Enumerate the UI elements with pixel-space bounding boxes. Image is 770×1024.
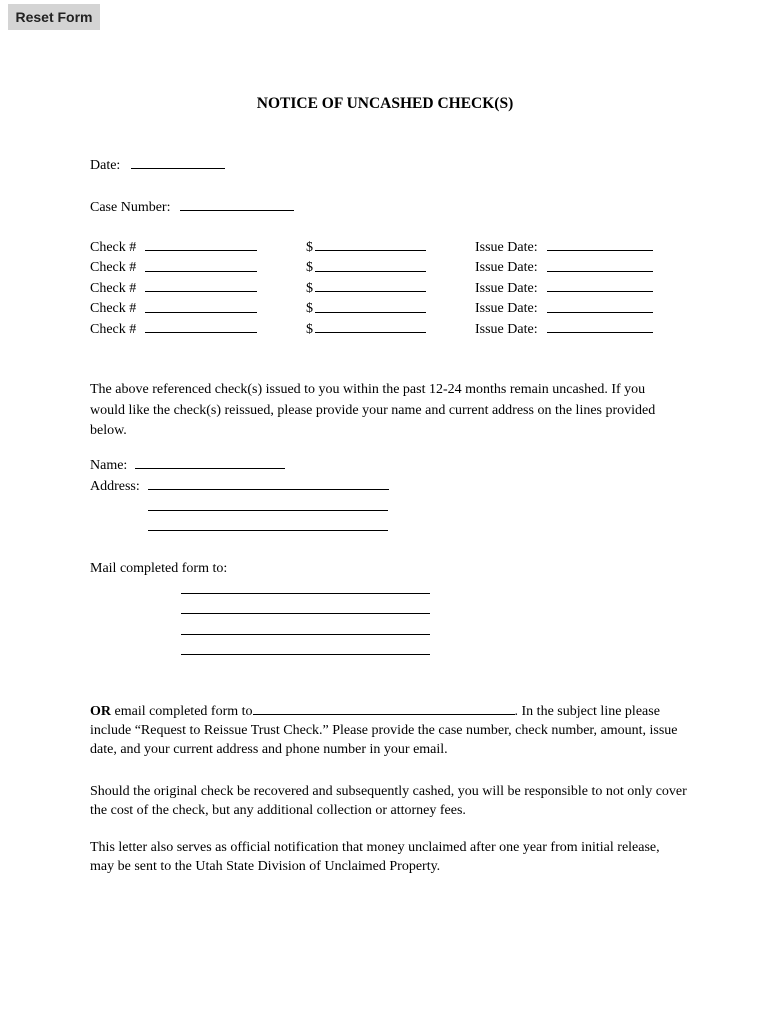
mail-address-line-4 <box>181 654 430 655</box>
amount-label: $ <box>306 281 313 296</box>
check-number-label: Check # <box>90 281 137 296</box>
amount-label: $ <box>306 260 313 275</box>
email-address-field <box>253 701 515 715</box>
issue-date-field[interactable] <box>547 250 653 251</box>
mail-label: Mail completed form to: <box>90 561 228 576</box>
check-number-field[interactable] <box>145 291 257 292</box>
email-text-before: email completed form to <box>111 704 253 719</box>
email-paragraph <box>90 701 688 759</box>
date-label: Date: <box>90 158 121 173</box>
check-number-label: Check # <box>90 301 137 316</box>
or-label: OR <box>90 704 111 719</box>
check-number-field[interactable] <box>145 250 257 251</box>
amount-field[interactable] <box>315 312 426 313</box>
reset-form-button[interactable]: Reset Form <box>8 4 100 30</box>
amount-field[interactable] <box>315 291 426 292</box>
address-field-line-2[interactable] <box>148 510 388 511</box>
case-number-label: Case Number: <box>90 200 171 215</box>
email-text-after: . In the subject line please include “Request to Reissue Trust Check.” Please provide the case number, check number, amount, issue date, and your current address and phone number in your email. <box>90 704 678 757</box>
mail-address-line-3 <box>181 634 430 635</box>
issue-date-field[interactable] <box>547 291 653 292</box>
mail-address-line-1 <box>181 593 430 594</box>
issue-date-field[interactable] <box>547 312 653 313</box>
name-field[interactable] <box>135 468 285 469</box>
check-number-label: Check # <box>90 322 137 337</box>
check-number-label: Check # <box>90 240 137 255</box>
address-field-line-1[interactable] <box>148 489 389 490</box>
issue-date-field[interactable] <box>547 332 653 333</box>
name-label: Name: <box>90 458 128 473</box>
check-number-field[interactable] <box>145 332 257 333</box>
amount-field[interactable] <box>315 271 426 272</box>
issue-date-field[interactable] <box>547 271 653 272</box>
amount-field[interactable] <box>315 332 426 333</box>
date-field[interactable] <box>131 168 225 169</box>
issue-date-label: Issue Date: <box>475 281 538 296</box>
notification-paragraph: This letter also serves as official notification that money unclaimed after one year from initial release, may be sent to the Utah State Division of Unclaimed Property. <box>90 840 660 874</box>
address-field-line-3[interactable] <box>148 530 388 531</box>
page-title: NOTICE OF UNCASHED CHECK(S) <box>256 95 514 112</box>
recovered-paragraph: Should the original check be recovered and subsequently cashed, you will be responsible to not only cover the cost of the check, but any additional collection or attorney fees. <box>90 784 687 818</box>
amount-field[interactable] <box>315 250 426 251</box>
intro-paragraph: The above referenced check(s) issued to you within the past 12-24 months remain uncashed. If you would like the check(s) reissued, please provide your name and current address on the lines provided below. <box>90 382 656 438</box>
mail-address-line-2 <box>181 613 430 614</box>
address-label: Address: <box>90 479 140 494</box>
check-number-field[interactable] <box>145 312 257 313</box>
amount-label: $ <box>306 240 313 255</box>
amount-label: $ <box>306 322 313 337</box>
issue-date-label: Issue Date: <box>475 240 538 255</box>
issue-date-label: Issue Date: <box>475 260 538 275</box>
issue-date-label: Issue Date: <box>475 301 538 316</box>
case-number-field[interactable] <box>180 210 294 211</box>
check-number-field[interactable] <box>145 271 257 272</box>
amount-label: $ <box>306 301 313 316</box>
check-number-label: Check # <box>90 260 137 275</box>
issue-date-label: Issue Date: <box>475 322 538 337</box>
